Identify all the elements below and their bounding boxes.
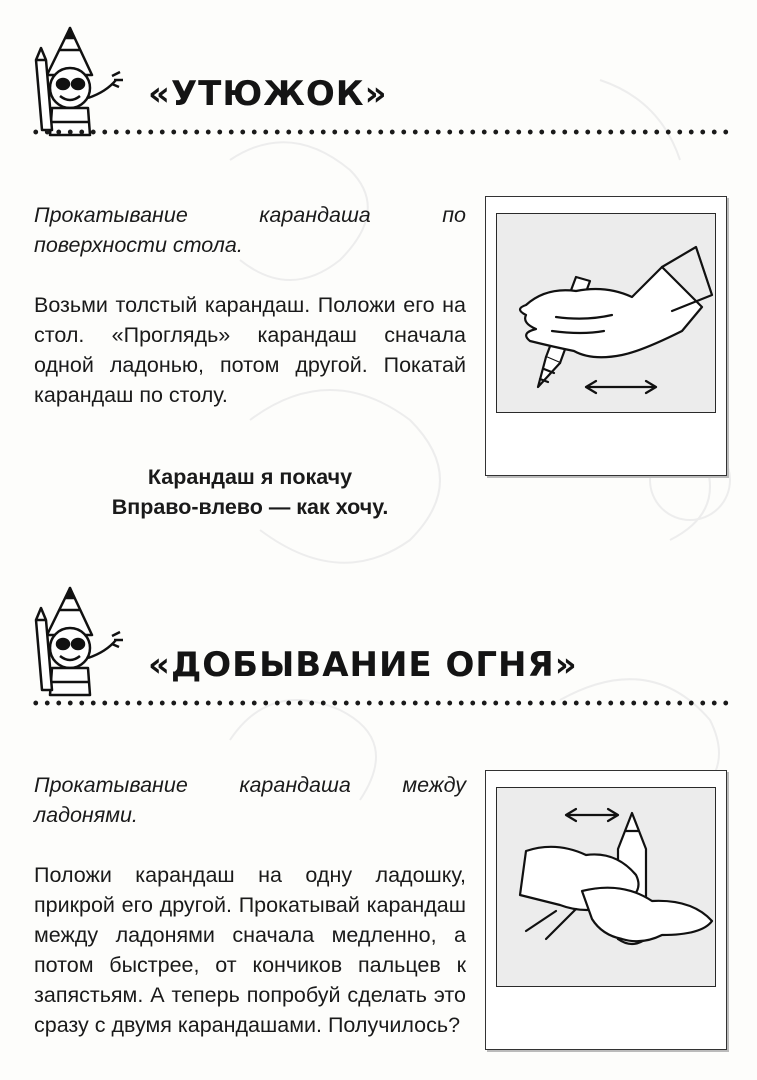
section-title-iron: «УТЮЖОК» [148,74,388,114]
intro-text: Прокатывание карандаша по поверхности стола. [34,203,466,257]
section-text-iron [34,200,466,410]
pencil-character-icon [22,580,132,700]
dotted-divider [30,129,730,135]
instruction-text: Положи карандаш на одну ладошку, прикрой его другой. Прокатывай карандаш между ладонями сначала медленно, а потом быстрее, от кончиков пальцев к запястьям. А теперь попробуй сделать это сразу с двумя карандашами. Получилось? [34,863,466,1037]
poem [34,462,466,522]
poem-line: Карандаш я покачу [147,465,353,489]
pencil-character-icon [22,20,132,140]
hands-ironing-pencil-icon [486,197,726,475]
intro-text: Прокатывание карандаша между ладонями. [34,773,466,827]
section-title-fire: «ДОБЫВАНИЕ ОГНЯ» [148,645,578,685]
illustration-frame [485,770,727,1050]
instruction-text: Возьми толстый карандаш. Положи его на стол. «Проглядь» карандаш сначала одной ладонью, потом другой. Покатай карандаш по столу. [34,293,466,407]
hands-rolling-pencil-icon [486,771,726,1049]
section-text-fire [34,770,466,1040]
poem-line: Вправо-влево — как хочу. [111,495,389,519]
dotted-divider [30,700,730,706]
illustration-frame [485,196,727,476]
